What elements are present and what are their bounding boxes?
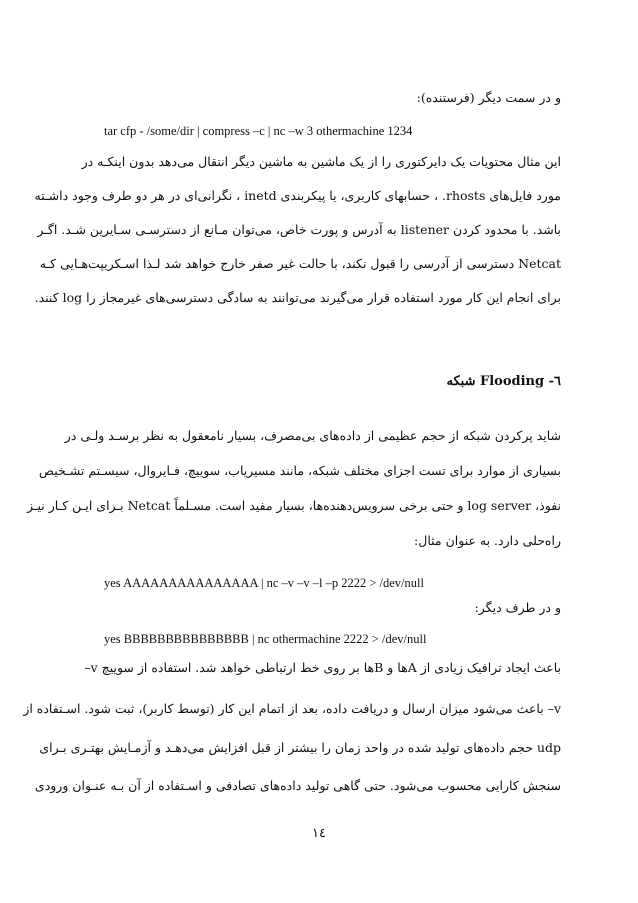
command-yes-a: yes AAAAAAAAAAAAAAA | nc –v –v –l –p 2222 > /dev/null	[104, 576, 424, 590]
para3-line-4: سنجش کارایی محسوب می‌شود. حتی گاهی تولید داده‌های تصادفی و اسـتفاده از آن بـه عنـوان ورودی	[34, 778, 561, 793]
intro-line: و در سمت دیگر (فرستنده):	[416, 90, 561, 105]
para3-line-3: udp حجم داده‌های تولید شده در واحد زمان را بیشتر از قبل افزایش می‌دهـد و آزمـایش بهتـری بـرای	[39, 740, 561, 755]
section-heading: ٦- Flooding شبکه	[446, 374, 561, 389]
para1-line-5: برای انجام این کار مورد استفاده قرار می‌گیرند می‌توانند به سادگی دسترسی‌های غیرمجاز را log کنند.	[34, 290, 561, 305]
para2-line-1: شاید پرکردن شبکه از حجم عظیمی از داده‌های بی‌مصرف، بسیار نامعقول به نظر برسـد ولـی در	[64, 428, 561, 443]
para2-line-4: راه‌حلی دارد. به عنوان مثال:	[414, 533, 561, 548]
page-number: ١٤	[312, 826, 326, 841]
para3-line-1: باعث ایجاد ترافیک زیادی از Aها و Bها بر روی خط ارتباطی خواهد شد. استفاده از سوییچ v–	[84, 660, 561, 675]
para1-line-4: Netcat دسترسی از آدرسی را قبول نکند، با حالت غیر صفر خارج خواهد شد لـذا اسـکریپت‌هـایی کـه	[39, 256, 561, 271]
para1-line-1: این مثال محتویات یک دایرکتوری را از یک ماشین به ماشین دیگر انتقال می‌دهد بدون اینکـه در	[81, 154, 561, 169]
para2-line-2: بسیاری از موارد برای تست اجزای مختلف شبکه، مانند مسیریاب، سوییچ، فـایروال، سیسـتم تشـخیص	[38, 463, 561, 478]
para1-line-2: مورد فایل‌های rhosts. ، حسابهای کاربری، یا پیکربندی inetd ، نگرانی‌ای در هر دو طرف وجود داشـته	[34, 188, 561, 203]
para2-line-3: نفوذ، log server و حتی برخی سرویس‌دهنده‌ها، بسیار مفید است. مسـلماً Netcat بـرای ایـن کـار نیـز	[26, 498, 561, 513]
command-yes-b: yes BBBBBBBBBBBBBBB | nc othermachine 2222 > /dev/null	[104, 632, 427, 646]
para1-line-3: باشد. با محدود کردن listener به آدرس و پورت خاص، می‌توان مـانع از دسترسـی سـایرین شـد. اگـر	[37, 222, 561, 237]
command-tar: tar cfp - /some/dir | compress –c | nc –w 3 othermachine 1234	[104, 124, 413, 138]
mid-line: و در طرف دیگر:	[474, 600, 561, 615]
para3-line-2: v– باعث می‌شود میزان ارسال و دریافت داده، بعد از اتمام این کار (توسط کاربر)، ثبت شود. اسـتفاده از	[23, 701, 561, 716]
